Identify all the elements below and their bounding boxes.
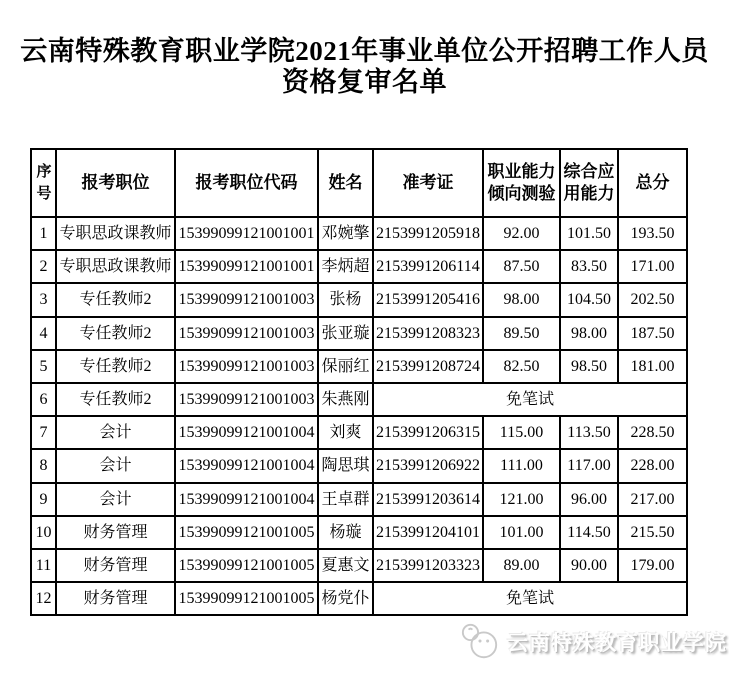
- table-row: [31, 582, 687, 615]
- cell-aptitude-score: 92.00: [483, 217, 560, 250]
- table-row: [31, 549, 687, 582]
- cell-ability-score: 104.50: [560, 283, 618, 316]
- cell-position-code: 15399099121001004: [175, 449, 318, 482]
- cell-exam-number: 2153991206922: [373, 449, 483, 482]
- cell-total-score: 217.00: [618, 483, 687, 516]
- cell-exam-number: 2153991203323: [373, 549, 483, 582]
- cell-total-score: 215.50: [618, 516, 687, 549]
- cell-index: 8: [31, 449, 56, 482]
- cell-position: 专任教师2: [56, 383, 175, 416]
- cell-name: 王卓群: [318, 483, 373, 516]
- table-row: [31, 317, 687, 350]
- table-row: [31, 250, 687, 283]
- cell-name: 李炳超: [318, 250, 373, 283]
- watermark-footer: [459, 621, 727, 663]
- cell-position: 会计: [56, 416, 175, 449]
- cell-total-score: 228.00: [618, 449, 687, 482]
- cell-position-code: 15399099121001003: [175, 283, 318, 316]
- cell-ability-score: 96.00: [560, 483, 618, 516]
- header-cell-1: 报考职位: [56, 149, 175, 217]
- cell-exam-number: 2153991205918: [373, 217, 483, 250]
- cell-exam-number: 2153991206315: [373, 416, 483, 449]
- cell-aptitude-score: 82.50: [483, 350, 560, 383]
- cell-exam-exempt: 免笔试: [373, 582, 687, 615]
- table-row: [31, 483, 687, 516]
- cell-exam-number: 2153991203614: [373, 483, 483, 516]
- header-cell-3: 姓名: [318, 149, 373, 217]
- cell-total-score: 171.00: [618, 250, 687, 283]
- cell-position: 专职思政课教师: [56, 250, 175, 283]
- cell-exam-exempt: 免笔试: [373, 383, 687, 416]
- page-title-line1: 云南特殊教育职业学院2021年事业单位公开招聘工作人员: [20, 36, 709, 66]
- cell-name: 杨党仆: [318, 582, 373, 615]
- cell-aptitude-score: 115.00: [483, 416, 560, 449]
- cell-position: 财务管理: [56, 582, 175, 615]
- header-cell-4: 准考证: [373, 149, 483, 217]
- cell-position: 财务管理: [56, 549, 175, 582]
- cell-position: 会计: [56, 449, 175, 482]
- cell-position-code: 15399099121001001: [175, 217, 318, 250]
- cell-ability-score: 113.50: [560, 416, 618, 449]
- cell-ability-score: 101.50: [560, 217, 618, 250]
- cell-total-score: 179.00: [618, 549, 687, 582]
- cell-ability-score: 98.00: [560, 317, 618, 350]
- cell-position-code: 15399099121001005: [175, 516, 318, 549]
- school-logo-icon: [459, 622, 501, 662]
- cell-position: 会计: [56, 483, 175, 516]
- table-row: [31, 449, 687, 482]
- cell-ability-score: 90.00: [560, 549, 618, 582]
- header-cell-0: 序号: [31, 149, 56, 217]
- cell-total-score: 202.50: [618, 283, 687, 316]
- cell-name: 保丽红: [318, 350, 373, 383]
- table-row: [31, 217, 687, 250]
- cell-index: 10: [31, 516, 56, 549]
- cell-aptitude-score: 101.00: [483, 516, 560, 549]
- cell-position: 专职思政课教师: [56, 217, 175, 250]
- table-row: [31, 283, 687, 316]
- cell-ability-score: 98.50: [560, 350, 618, 383]
- table-row: [31, 350, 687, 383]
- cell-exam-number: 2153991205416: [373, 283, 483, 316]
- cell-exam-number: 2153991208724: [373, 350, 483, 383]
- header-row: [31, 149, 687, 217]
- cell-name: 邓婉擎: [318, 217, 373, 250]
- cell-name: 杨璇: [318, 516, 373, 549]
- cell-index: 4: [31, 317, 56, 350]
- table-row: [31, 516, 687, 549]
- cell-ability-score: 83.50: [560, 250, 618, 283]
- cell-index: 11: [31, 549, 56, 582]
- cell-name: 张杨: [318, 283, 373, 316]
- cell-position-code: 15399099121001003: [175, 383, 318, 416]
- cell-aptitude-score: 111.00: [483, 449, 560, 482]
- cell-index: 1: [31, 217, 56, 250]
- cell-total-score: 193.50: [618, 217, 687, 250]
- qualification-review-table: [30, 148, 688, 616]
- cell-index: 5: [31, 350, 56, 383]
- cell-name: 夏惠文: [318, 549, 373, 582]
- cell-position: 专任教师2: [56, 317, 175, 350]
- cell-ability-score: 114.50: [560, 516, 618, 549]
- cell-name: 朱燕刚: [318, 383, 373, 416]
- cell-total-score: 181.00: [618, 350, 687, 383]
- cell-aptitude-score: 89.50: [483, 317, 560, 350]
- cell-position-code: 15399099121001004: [175, 483, 318, 516]
- cell-name: 张亚璇: [318, 317, 373, 350]
- cell-aptitude-score: 121.00: [483, 483, 560, 516]
- header-cell-5: 职业能力倾向测验: [483, 149, 560, 217]
- cell-total-score: 228.50: [618, 416, 687, 449]
- cell-position-code: 15399099121001001: [175, 250, 318, 283]
- cell-position-code: 15399099121001005: [175, 582, 318, 615]
- cell-position: 专任教师2: [56, 283, 175, 316]
- header-cell-2: 报考职位代码: [175, 149, 318, 217]
- cell-aptitude-score: 89.00: [483, 549, 560, 582]
- table-row: [31, 416, 687, 449]
- watermark-text: 云南特殊教育职业学院: [507, 632, 727, 655]
- cell-exam-number: 2153991204101: [373, 516, 483, 549]
- table-body: [31, 217, 687, 615]
- cell-position-code: 15399099121001003: [175, 350, 318, 383]
- cell-ability-score: 117.00: [560, 449, 618, 482]
- page-title-line2: 资格复审名单: [282, 67, 447, 97]
- table-row: [31, 383, 687, 416]
- cell-position-code: 15399099121001004: [175, 416, 318, 449]
- cell-position-code: 15399099121001003: [175, 317, 318, 350]
- cell-name: 刘爽: [318, 416, 373, 449]
- cell-aptitude-score: 98.00: [483, 283, 560, 316]
- cell-position: 专任教师2: [56, 350, 175, 383]
- cell-index: 7: [31, 416, 56, 449]
- page-title: [0, 36, 729, 98]
- cell-index: 12: [31, 582, 56, 615]
- cell-index: 3: [31, 283, 56, 316]
- cell-total-score: 187.50: [618, 317, 687, 350]
- cell-index: 9: [31, 483, 56, 516]
- cell-index: 2: [31, 250, 56, 283]
- cell-exam-number: 2153991206114: [373, 250, 483, 283]
- header-cell-6: 综合应用能力: [560, 149, 618, 217]
- cell-index: 6: [31, 383, 56, 416]
- cell-aptitude-score: 87.50: [483, 250, 560, 283]
- cell-position-code: 15399099121001005: [175, 549, 318, 582]
- header-cell-7: 总分: [618, 149, 687, 217]
- cell-exam-number: 2153991208323: [373, 317, 483, 350]
- cell-position: 财务管理: [56, 516, 175, 549]
- cell-name: 陶思琪: [318, 449, 373, 482]
